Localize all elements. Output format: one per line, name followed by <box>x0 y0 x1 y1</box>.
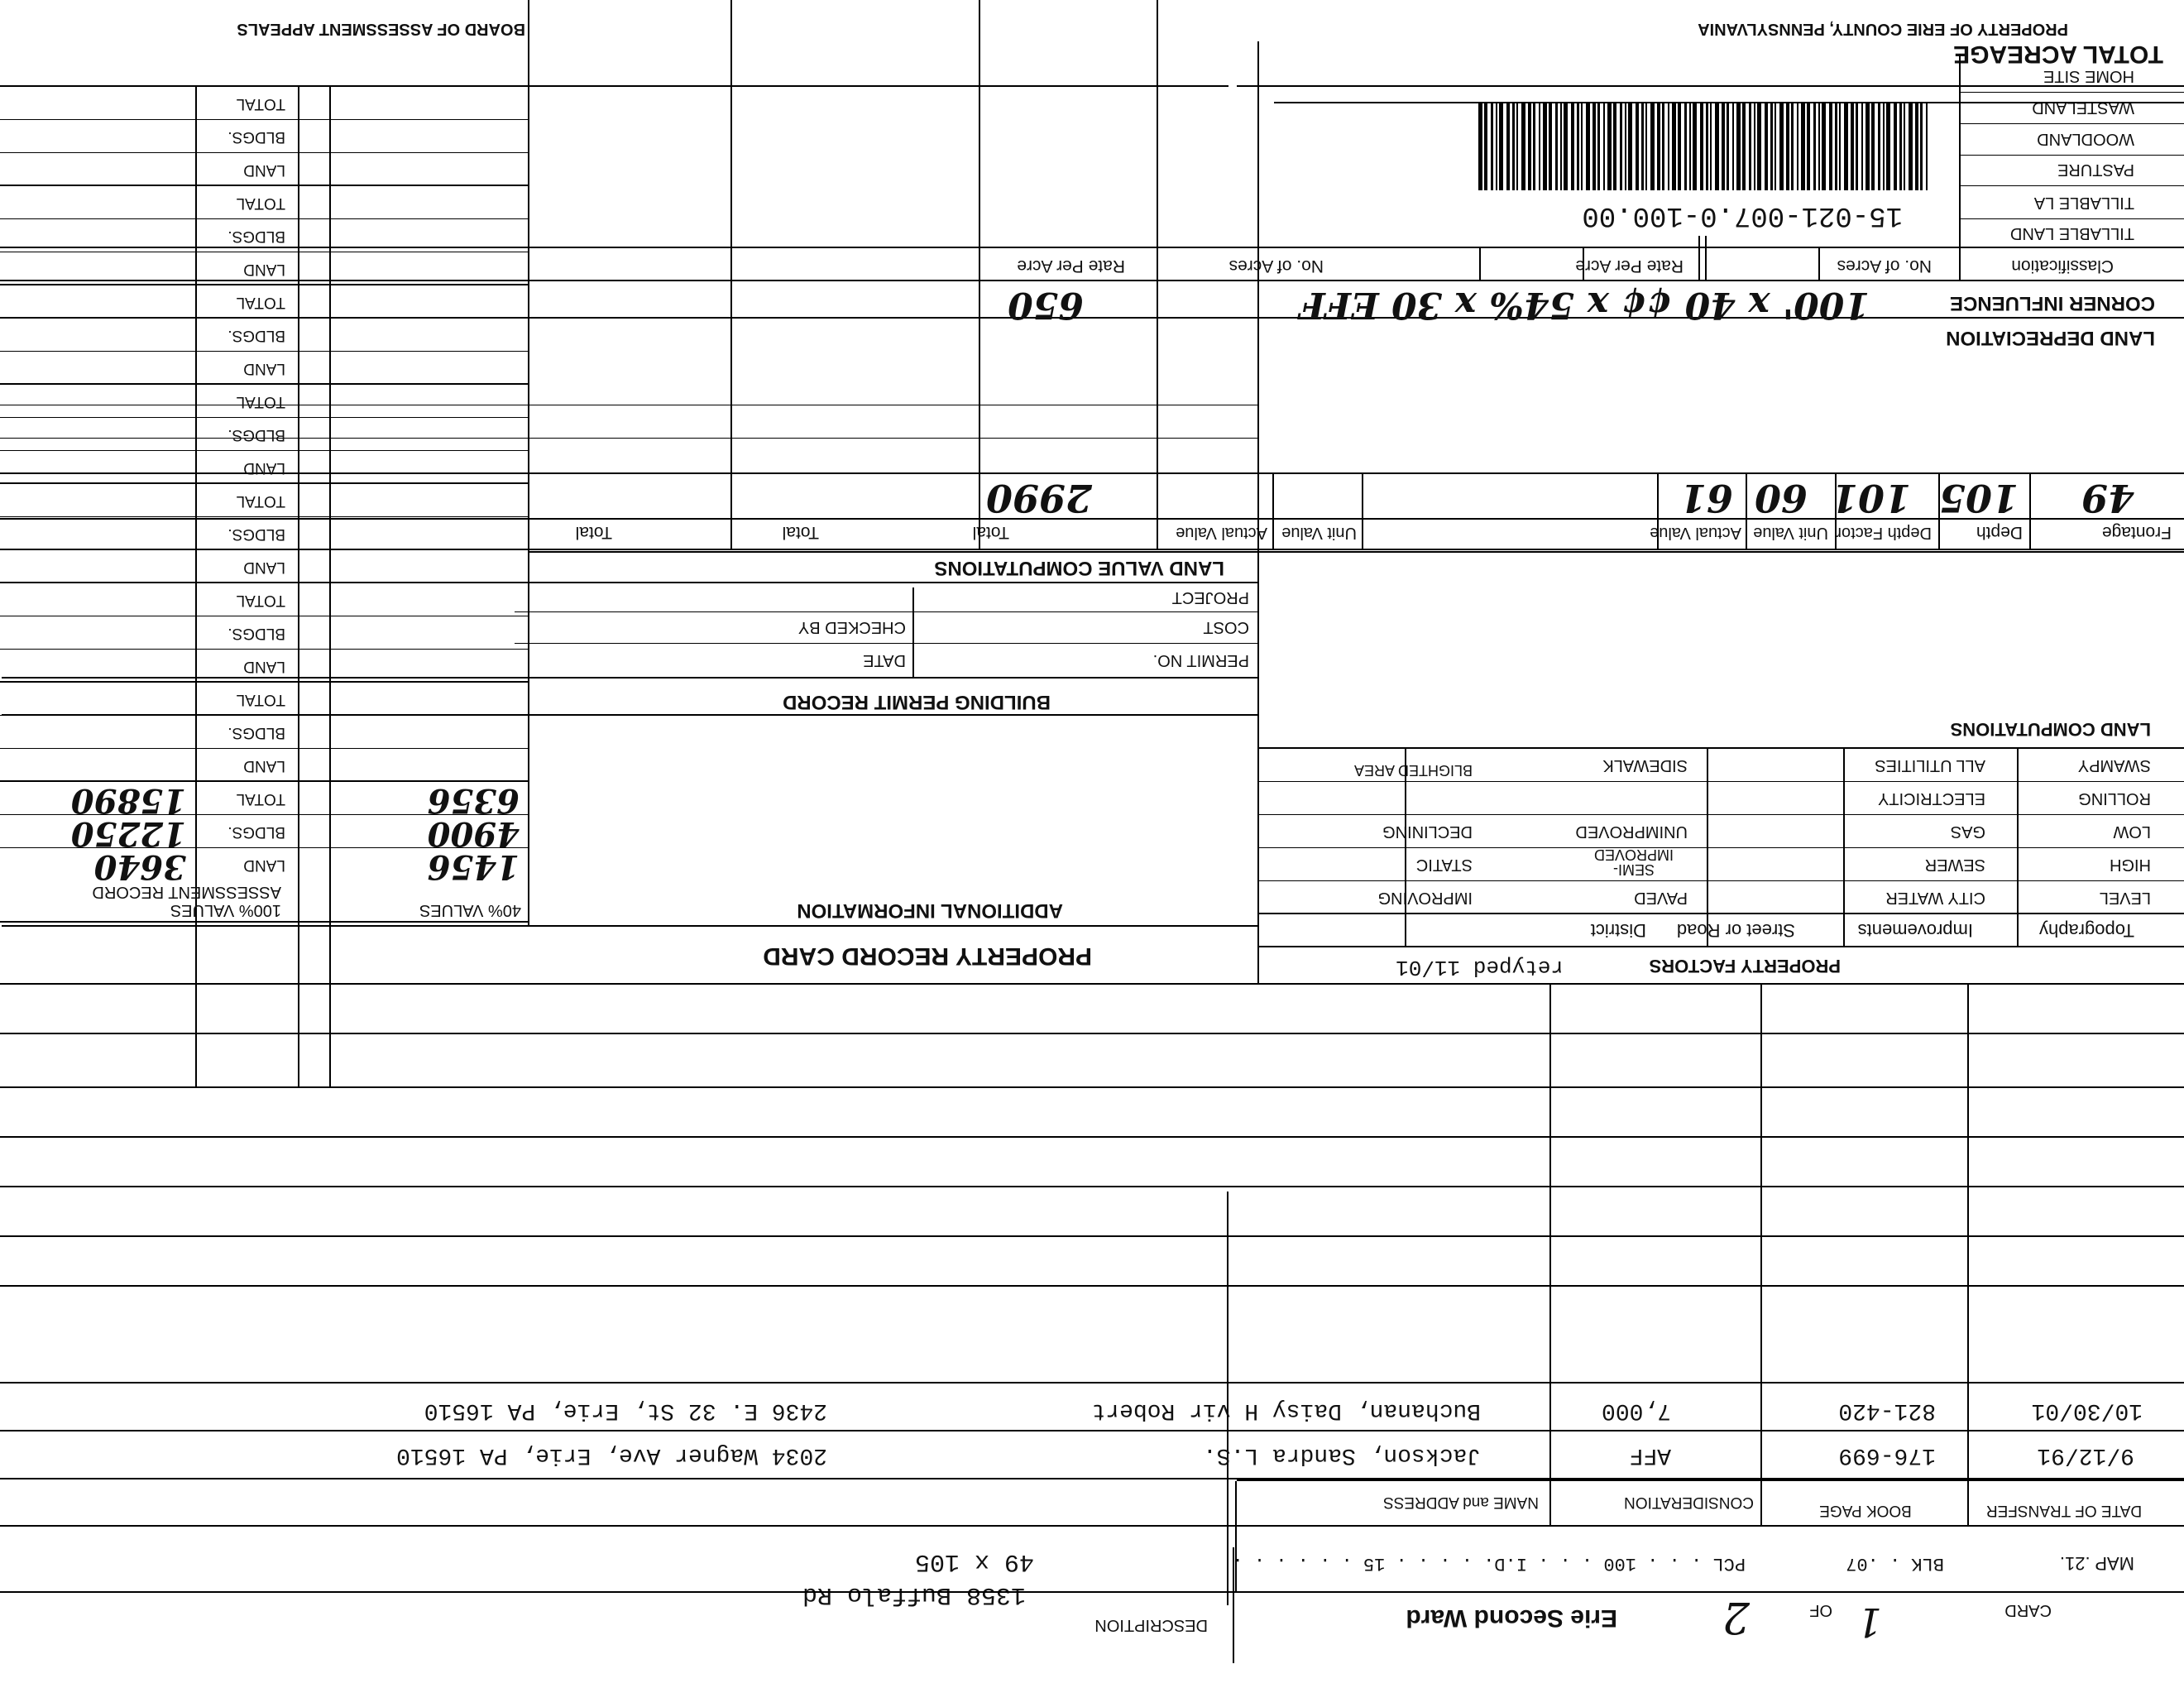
improvements-item: GAS <box>1950 822 1985 841</box>
transfer-address: 2034 Wagner Ave, Erie, PA 16510 <box>396 1442 827 1468</box>
lv-col <box>730 0 732 550</box>
assessment-row-rule <box>0 383 529 385</box>
card-label: CARD <box>2004 1601 2052 1619</box>
assessment-row-label: TOTAL <box>236 393 285 410</box>
additional-info-title: ADDITIONAL INFORMATION <box>797 899 1063 922</box>
values-100-label: 100% VALUES <box>170 901 281 919</box>
values-40-label: 40% VALUES <box>419 901 521 919</box>
lv-header: Actual Value <box>1650 524 1741 542</box>
transfer-col-1 <box>1967 985 1969 1527</box>
transfer-book: 176-699 <box>1838 1442 1936 1468</box>
ward-name: Erie Second Ward <box>1406 1604 1617 1632</box>
parcel-id: 15-021-007.0-100.00 <box>1582 199 1903 231</box>
assessment-row-rule <box>0 152 529 153</box>
assessment-record-label: ASSESSMENT RECORD <box>92 883 281 901</box>
assessment-row-rule <box>0 681 529 683</box>
classification-rule <box>1961 123 2184 124</box>
factors-bottom-rule <box>1257 747 2184 749</box>
classification-item: TILLABLE LAND <box>2009 224 2134 242</box>
assessment-row-label: TOTAL <box>236 691 285 708</box>
lv-header: Frontage <box>2101 523 2172 542</box>
map-label: MAP .21. <box>2059 1553 2134 1574</box>
map-rule <box>0 1525 2184 1527</box>
actual-value: 61 <box>1679 476 1733 520</box>
factors-col-4 <box>1405 749 1406 947</box>
assess-col <box>329 87 331 1088</box>
permit-title-rule <box>2 677 1259 679</box>
permit-col <box>912 587 914 679</box>
record-card-title: PROPERTY RECORD CARD <box>763 942 1092 970</box>
factors-street-header: Street or Road <box>1676 920 1795 941</box>
barcode-icon <box>1448 91 1944 236</box>
corner-total: 650 <box>1008 284 1084 326</box>
transfer-name-header: NAME and ADDRESS <box>1383 1494 1539 1511</box>
permit-row-rule <box>515 611 1259 612</box>
street-item: SIDEWALK <box>1602 756 1688 774</box>
classification-rule <box>1961 185 2184 186</box>
district-item: STATIC <box>1415 856 1473 874</box>
land-total-value: 2990 <box>985 476 1092 520</box>
acre-header: Rate Per Acre <box>1017 257 1125 276</box>
transfer-row-rule <box>0 1033 2184 1034</box>
permit-cost-label: COST <box>1203 618 1249 636</box>
assessment-row-label: LAND <box>243 856 285 874</box>
property-factors-title: PROPERTY FACTORS <box>1649 956 1841 976</box>
acreage-col <box>1959 54 1961 103</box>
transfer-date-header: DATE OF TRANSFER <box>1985 1502 2143 1519</box>
lv-row-rule <box>0 472 2184 474</box>
improvements-item: ALL UTILITIES <box>1875 756 1985 774</box>
assessment-row-rule <box>0 85 529 87</box>
land-value-title: LAND VALUE COMPUTATIONS <box>934 557 1224 579</box>
classification-item: WASTELAND <box>2032 98 2134 117</box>
assess-col <box>195 87 197 1088</box>
assessment-row-rule <box>0 417 529 418</box>
transfer-bottom-rule <box>0 983 2184 985</box>
blk-label: BLK . .07 <box>1846 1553 1944 1574</box>
factors-improvements-header: Improvements <box>1857 920 1973 941</box>
transfer-address: 2436 E. 32 St, Erie, PA 16510 <box>424 1398 827 1423</box>
acreage-rule <box>1274 102 2184 103</box>
transfer-book-header: BOOK PAGE <box>1819 1502 1912 1519</box>
depth-value: 105 <box>1938 476 2019 520</box>
transfer-date: 10/30/01 <box>2031 1398 2143 1423</box>
assessment-100-value: 3640 <box>93 847 186 886</box>
classification-rule <box>1961 218 2184 219</box>
assessment-row-rule <box>0 549 529 550</box>
assessment-40-value: 6356 <box>427 781 520 820</box>
factors-right-edge <box>1257 41 1259 985</box>
street-item: SEMI-IMPROVED <box>1594 846 1674 878</box>
transfer-row-rule <box>0 1382 2184 1383</box>
lv-col <box>979 0 980 550</box>
acre-col <box>1959 103 1961 281</box>
topography-item: SWAMPY <box>2077 756 2151 774</box>
assessment-row-label: LAND <box>243 757 285 774</box>
factors-row-rule <box>1257 781 2184 782</box>
assessment-row-label: TOTAL <box>236 492 285 510</box>
transfer-row-rule <box>0 1285 2184 1287</box>
permit-date-label: DATE <box>863 651 906 669</box>
property-of-label: PROPERTY OF ERIE COUNTY, PENNSYLVANIA <box>1698 20 2068 38</box>
assessment-row-label: BLDGS. <box>228 228 285 245</box>
acre-col <box>1479 248 1481 281</box>
factors-topography-header: Topography <box>2039 920 2134 941</box>
depth-factor-value: 101 <box>1831 476 1911 520</box>
factors-col-3 <box>1707 749 1708 947</box>
improvements-item: SEWER <box>1924 856 1985 874</box>
description-value: 1358 Buffalo Rd <box>802 1580 1026 1609</box>
land-value-title-rule <box>529 551 2184 553</box>
transfer-col-3 <box>1549 985 1551 1527</box>
classification-rule <box>1961 92 2184 93</box>
card-number: 1 <box>1856 1599 1882 1645</box>
transfer-consideration-header: CONSIDERATION <box>1624 1494 1754 1511</box>
assessment-40-value: 1456 <box>427 847 520 886</box>
classification-item: WOODLAND <box>2037 130 2134 148</box>
assessment-40-value: 4900 <box>427 814 520 853</box>
land-computations-label: LAND COMPUTATIONS <box>1950 719 2151 740</box>
record-card-rule <box>2 925 1259 927</box>
top-rule-right <box>1237 85 2184 87</box>
assessment-row-label: BLDGS. <box>228 625 285 642</box>
acre-header: Classification <box>2011 257 2114 276</box>
factors-title-rule <box>1257 946 2184 947</box>
assessment-row-rule <box>0 482 529 484</box>
permit-row-rule <box>515 643 1259 644</box>
total-acreage: TOTAL ACREAGE <box>1953 41 2163 68</box>
acre-col <box>1818 248 1820 281</box>
assessment-row-label: BLDGS. <box>228 327 285 344</box>
assessment-row-label: LAND <box>243 360 285 377</box>
assessment-row-label: LAND <box>243 658 285 675</box>
factors-row-rule <box>1257 847 2184 848</box>
assessment-row-label: BLDGS. <box>228 128 285 146</box>
transfer-row-rule <box>0 1235 2184 1237</box>
assessment-100-value: 12250 <box>70 814 186 853</box>
transfer-header-rule <box>1237 1479 2184 1481</box>
card-total: 2 <box>1722 1592 1750 1642</box>
permit-title: BUILDING PERMIT RECORD <box>783 691 1051 713</box>
improvements-item: CITY WATER <box>1885 889 1985 907</box>
transfer-row-rule <box>0 1086 2184 1088</box>
transfer-consideration: 7,000 <box>1601 1398 1671 1423</box>
assessment-row-label: BLDGS. <box>228 724 285 741</box>
assessment-row-label: LAND <box>243 559 285 576</box>
assessment-row-rule <box>0 318 529 319</box>
district-item: BLIGHTED AREA <box>1353 762 1473 779</box>
district-item: IMPROVING <box>1377 889 1473 907</box>
transfer-col-2 <box>1760 985 1762 1527</box>
assessment-row-label: TOTAL <box>236 294 285 311</box>
street-item: PAVED <box>1634 889 1688 907</box>
assessment-row-label: LAND <box>243 161 285 179</box>
assessment-100-value: 15890 <box>70 781 186 820</box>
lv-header: Unit Value <box>1753 524 1828 542</box>
transfer-book: 821-420 <box>1838 1398 1936 1423</box>
corner-calc: 100' x 40 ¢¢ x 54% x 30 EFF <box>1299 284 1870 326</box>
assessment-row-label: BLDGS. <box>228 426 285 444</box>
assessment-row-rule <box>0 284 529 285</box>
assessment-row-rule <box>0 516 529 517</box>
lv-col <box>1362 474 1363 550</box>
assessment-row-rule <box>0 450 529 451</box>
assessment-row-label: BLDGS. <box>228 525 285 543</box>
assessment-row-rule <box>0 218 529 219</box>
topography-item: HIGH <box>2110 856 2151 874</box>
lv-col <box>1657 474 1659 550</box>
assess-col <box>298 87 299 1088</box>
topography-item: LOW <box>2113 822 2151 841</box>
classification-item: TILLABLE LA <box>2033 194 2134 212</box>
factors-header-rule <box>1257 913 2184 914</box>
lv-col <box>1746 474 1747 550</box>
barcode-sticker <box>1448 91 1944 236</box>
pcl-label: PCL . . . 100 . . . I.D. . . . . 15 . . . . . . <box>1232 1553 1746 1574</box>
transfer-header-rule-2 <box>0 1478 2184 1479</box>
lv-header: Total <box>782 523 819 542</box>
assessment-row-label: LAND <box>243 261 285 278</box>
assessment-row-label: TOTAL <box>236 194 285 212</box>
assessment-row-label: TOTAL <box>236 95 285 113</box>
retyped-note: retyped 11/01 <box>1396 955 1564 980</box>
board-label: BOARD OF ASSESSMENT APPEALS <box>237 20 525 38</box>
assessment-row-rule <box>0 119 529 120</box>
land-depreciation-label: LAND DEPRECIATION <box>1946 327 2155 349</box>
unit-value: 60 <box>1754 476 1808 520</box>
corner-influence-label: CORNER INFLUENCE <box>1949 292 2155 314</box>
description-label: DESCRIPTION <box>1094 1616 1208 1634</box>
header-rule <box>0 1591 2184 1593</box>
classification-item: HOME SITE <box>2043 67 2134 85</box>
acre-header: Rate Per Acre <box>1575 257 1684 276</box>
lv-header: Depth <box>1976 523 2023 542</box>
lv-col <box>1272 474 1274 550</box>
acre-header-rule <box>0 247 2184 248</box>
lot-size: 49 x 105 <box>914 1547 1034 1575</box>
lv-header: Total <box>972 523 1009 542</box>
topography-item: ROLLING <box>2078 789 2151 808</box>
assessment-row-rule <box>0 582 529 583</box>
assessment-row-label: TOTAL <box>236 592 285 609</box>
assessment-row-rule <box>0 715 529 716</box>
transfer-row-rule <box>0 1186 2184 1187</box>
factors-row-rule <box>1257 880 2184 881</box>
assessment-row-rule <box>0 649 529 650</box>
assessment-row-label: TOTAL <box>236 790 285 808</box>
assess-col <box>528 99 529 927</box>
topography-item: LEVEL <box>2099 889 2151 907</box>
lv-col <box>1157 0 1158 550</box>
lv-header: Total <box>575 523 612 542</box>
transfer-date: 9/12/91 <box>2037 1442 2134 1468</box>
lv-header: Unit Value <box>1281 524 1357 542</box>
assessment-row-rule <box>0 748 529 749</box>
factors-col-1 <box>2017 749 2019 947</box>
permit-project-label: PROJECT <box>1171 588 1249 607</box>
lv-header: Depth Factor <box>1836 524 1932 542</box>
lv-row-rule <box>0 438 1257 439</box>
transfer-name: Buchanan, Daisy H vir Robert <box>1091 1398 1481 1423</box>
permit-no-label: PERMIT NO. <box>1152 651 1249 669</box>
street-item: UNIMPROVED <box>1575 822 1688 841</box>
transfer-col-4 <box>1235 1481 1237 1593</box>
classification-rule <box>1961 155 2184 156</box>
assessment-row-label: LAND <box>243 459 285 477</box>
transfer-row-rule <box>0 1136 2184 1138</box>
factors-row-rule <box>1257 814 2184 815</box>
assessment-row-rule <box>0 351 529 352</box>
classification-item: PASTURE <box>2057 161 2134 179</box>
improvements-item: ELECTRICITY <box>1877 789 1985 808</box>
transfer-name: Jackson, Sandra L.S. <box>1202 1442 1481 1468</box>
lv-header: Actual Value <box>1176 524 1267 542</box>
acre-header: No. of Acres <box>1228 257 1324 276</box>
corner-rule <box>0 280 2184 281</box>
assessment-row-rule <box>0 185 529 186</box>
assess-header-rule <box>0 921 529 923</box>
assessment-row-label: BLDGS. <box>228 823 285 841</box>
permit-checked-label: CHECKED BY <box>797 618 906 636</box>
factors-col-2 <box>1843 749 1845 947</box>
acre-header: No. of Acres <box>1837 257 1932 276</box>
lv-col <box>2029 474 2031 550</box>
frontage-value: 49 <box>2081 476 2134 520</box>
district-item: DECLINING <box>1382 822 1473 841</box>
of-label: OF <box>1809 1601 1832 1619</box>
transfer-row-rule <box>0 1430 2184 1431</box>
transfer-consideration: AFF <box>1629 1442 1671 1468</box>
factors-district-header: District <box>1590 920 1646 941</box>
